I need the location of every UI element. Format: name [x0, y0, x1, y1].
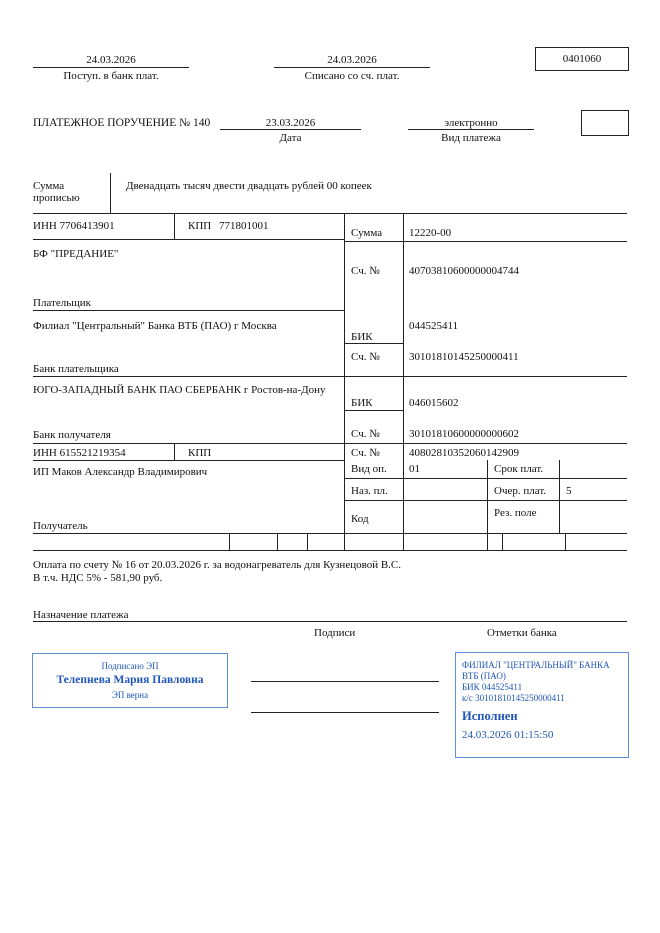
payee-bank-name: ЮГО-ЗАПАДНЫЙ БАНК ПАО СБЕРБАНК г Ростов-на-Дону [33, 384, 326, 396]
ep-stamp [32, 653, 228, 708]
payee-bank-bik: 046015602 [409, 397, 459, 409]
received-date-line [33, 67, 189, 68]
bank-stamp-line-4: к/с 30101810145250000411 [462, 693, 565, 703]
ep-stamp-footer: ЭП верна [111, 690, 149, 700]
grid-line-payerbank-bottom [33, 376, 627, 377]
payment-type-line [408, 129, 534, 130]
payee-label: Получатель [33, 520, 88, 532]
payee-bank-label: Банк получателя [33, 429, 111, 441]
debited-label: Списано со сч. плат. [304, 70, 400, 82]
grid-vl-main [344, 213, 345, 550]
grid-vl-values [403, 213, 404, 550]
payee-account: 40802810352060142909 [409, 447, 519, 459]
payee-name: ИП Маков Александр Владимирович [33, 466, 208, 478]
payee-bank-account-label: Сч. № [351, 428, 380, 440]
grid-line-bik1-bottom [344, 343, 403, 344]
payer-account: 40703810600000004744 [409, 265, 519, 277]
bank-stamp-line-3: БИК 044525411 [462, 682, 523, 692]
grid-vl-code-c [229, 533, 230, 550]
payer-bank-bik-label: БИК [351, 331, 373, 343]
grid-line-payer-bottom [33, 310, 344, 311]
bank-stamp-datetime: 24.03.2026 01:15:50 [462, 729, 554, 741]
payer-kpp-label: КПП [188, 220, 212, 232]
order-date-line [220, 129, 361, 130]
bank-stamp-line-2: ВТБ (ПАО) [462, 671, 506, 681]
reserve-label: Рез. поле [494, 507, 537, 519]
payment-code-box [581, 110, 629, 136]
payer-bank-bik: 044525411 [409, 320, 459, 332]
bank-stamp-status: Исполнен [462, 709, 518, 723]
form-code: 0401060 [562, 53, 602, 65]
payment-type: электронно [444, 117, 498, 129]
grid-line-bik2-bottom [344, 410, 403, 411]
bank-stamp [455, 652, 629, 758]
payer-amount-label: Сумма [351, 227, 383, 239]
ep-stamp-header: Подписано ЭП [101, 661, 159, 671]
grid-line-payeebank-bottom [33, 443, 627, 444]
payer-name: БФ "ПРЕДАНИЕ" [33, 248, 119, 260]
payer-bank-label: Банк плательщика [33, 363, 119, 375]
amount-words-label [33, 180, 80, 204]
order-title: ПЛАТЕЖНОЕ ПОРУЧЕНИЕ № 140 [33, 117, 211, 129]
payee-bank-account: 30101810600000000602 [409, 428, 519, 440]
received-date: 24.03.2026 [86, 54, 136, 66]
received-label: Поступ. в банк плат. [63, 70, 159, 82]
payer-bank-name: Филиал "Центральный" Банка ВТБ (ПАО) г Москва [33, 320, 277, 332]
grid-line-payee-bottom [33, 533, 627, 534]
payee-inn: ИНН 615521219354 [33, 447, 126, 459]
purpose-line-1: Оплата по счету № 16 от 20.03.2026 г. за водонагреватель для Кузнецовой В.С. [33, 559, 402, 571]
grid-line-purpose-row [344, 500, 627, 501]
ep-stamp-name: Телепнева Мария Павловна [56, 674, 204, 686]
bank-stamp-line-1: ФИЛИАЛ "ЦЕНТРАЛЬНЫЙ" БАНКА [462, 660, 610, 670]
payee-bank-bik-label: БИК [351, 397, 373, 409]
grid-line-sum-bottom-b [403, 241, 627, 242]
amount-words-value: Двенадцать тысяч двести двадцать рублей 00 копеек [126, 180, 372, 192]
payer-amount: 12220-00 [409, 227, 452, 239]
payer-bank-account: 30101810145250000411 [409, 351, 519, 363]
debited-date: 24.03.2026 [327, 54, 377, 66]
term-label: Срок плат. [494, 463, 544, 475]
grid-vl-code-a [502, 533, 503, 550]
grid-vl-right [487, 460, 488, 550]
signature-line-2 [251, 712, 439, 713]
grid-vl-kpp [174, 213, 175, 239]
payment-type-label: Вид платежа [441, 132, 501, 144]
payer-kpp: 771801001 [219, 220, 269, 232]
grid-vl-code-d [277, 533, 278, 550]
payer-inn: ИНН 7706413901 [33, 220, 115, 232]
order-date-label: Дата [279, 132, 302, 144]
grid-line-codes-bottom [33, 550, 627, 551]
op-type-label: Вид оп. [351, 463, 387, 475]
purpose-line [33, 621, 627, 622]
amount-words-label-1: Сумма [33, 180, 65, 192]
payer-label: Плательщик [33, 297, 91, 309]
priority-label: Очер. плат. [494, 485, 547, 497]
grid-line-inn-bottom [33, 239, 344, 240]
code-label: Код [351, 513, 369, 525]
bank-marks-label: Отметки банка [487, 627, 557, 639]
purpose-line-2: В т.ч. НДС 5% - 581,90 руб. [33, 572, 163, 584]
payer-account-label: Сч. № [351, 265, 380, 277]
purpose-code-label: Наз. пл. [351, 485, 388, 497]
payee-account-label: Сч. № [351, 447, 380, 459]
grid-line-op-row [344, 478, 627, 479]
debited-date-line [274, 67, 430, 68]
grid-vl-code-b [565, 533, 566, 550]
purpose-label: Назначение платежа [33, 609, 129, 621]
priority: 5 [566, 485, 572, 497]
op-type: 01 [409, 463, 420, 475]
grid-vl-kpp2 [174, 443, 175, 460]
amount-words-divider [110, 173, 111, 213]
signature-line-1 [251, 681, 439, 682]
grid-line-1 [33, 213, 627, 214]
form-code-box [535, 47, 629, 71]
payer-bank-account-label: Сч. № [351, 351, 380, 363]
grid-line-sum-bottom-a [344, 241, 403, 242]
amount-words-label-2: прописью [33, 192, 80, 204]
grid-vl-right2 [559, 460, 560, 533]
grid-vl-code-e [307, 533, 308, 550]
payee-kpp-label: КПП [188, 447, 212, 459]
order-date: 23.03.2026 [265, 117, 316, 129]
signatures-label: Подписи [314, 627, 356, 639]
grid-line-payee-inn-bottom [33, 460, 344, 461]
